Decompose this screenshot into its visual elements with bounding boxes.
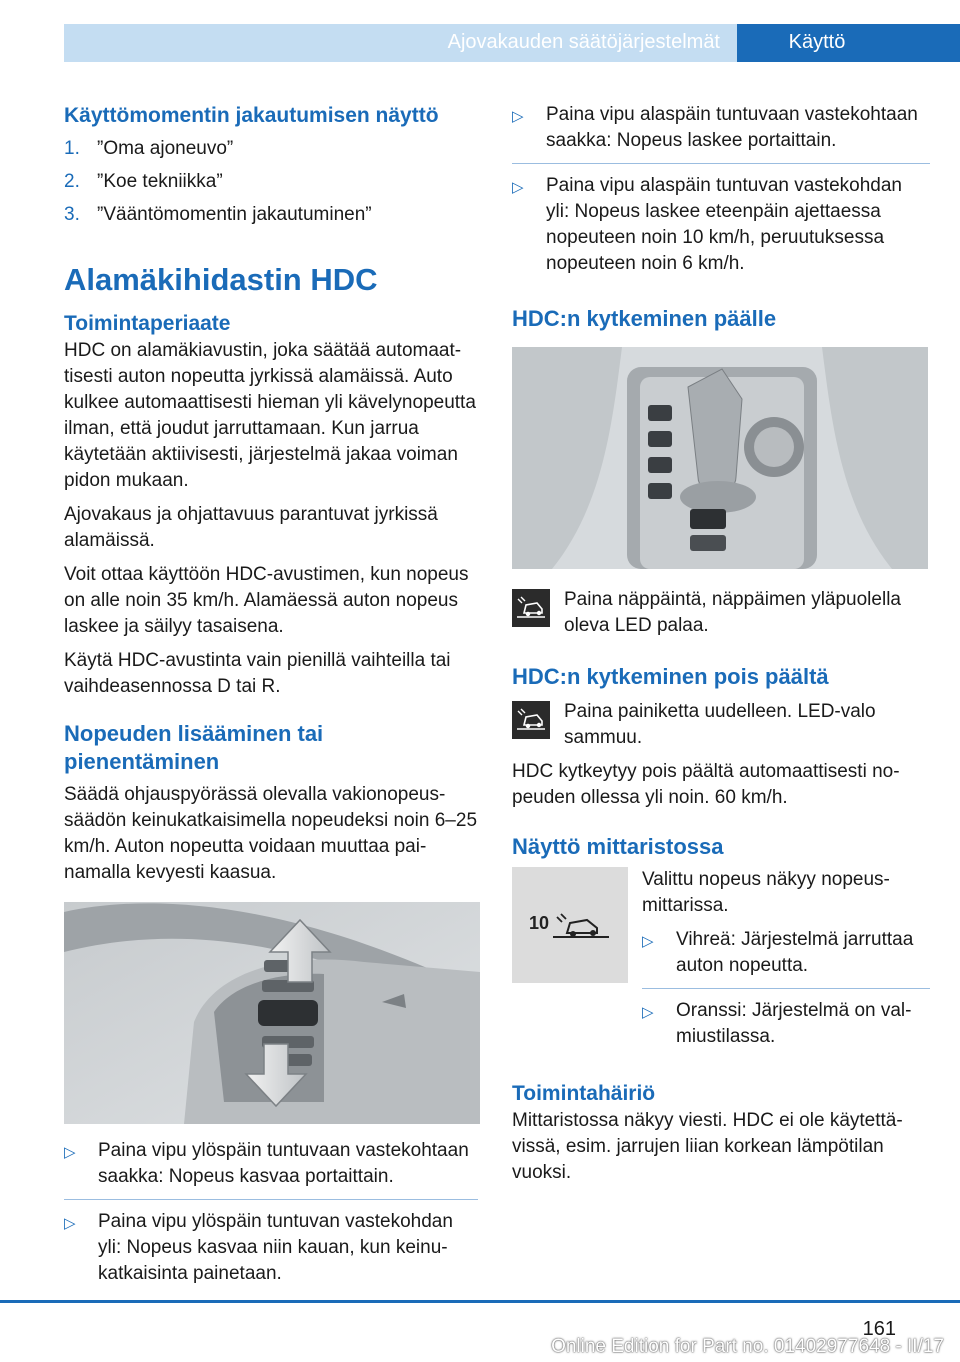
step-text: ”Vääntömomentin jakautuminen” (97, 204, 372, 225)
display-title: Näyttö mittaristossa (512, 834, 724, 859)
divider (512, 163, 930, 164)
list-item-text: Vihreä: Järjestelmä jarruttaa auton nopeutta. (676, 929, 914, 976)
divider (64, 1199, 478, 1200)
list-item (64, 136, 478, 162)
list-item (512, 102, 930, 154)
left-column (64, 102, 478, 1287)
list-item-text: Paina vipu alaspäin tuntuvan vastekohdan yli: Nopeus laskee eteenpäin ajettaessa nopeuteen noin 10 km/h, peruutuksessa nopeuteen noin 6 km/h. (546, 175, 902, 274)
page-number: 161 (862, 1318, 896, 1340)
hdc-off-text: Paina painiketta uudelleen. LED-valo sammuu. (564, 701, 876, 748)
list-item (512, 154, 930, 163)
list-item (64, 169, 478, 195)
triangle-bullet-icon: ▷ (642, 1004, 654, 1021)
steering-wheel-switch-drawing (64, 902, 480, 1124)
hdc-on-text: Paina näppäintä, näppäimen yläpuolella oleva LED palaa. (564, 589, 901, 636)
fault-title: Toimintahäiriö (512, 1082, 656, 1105)
step-number: 3. (64, 204, 80, 225)
display-block (512, 867, 930, 1050)
hdc-off-row (512, 699, 930, 751)
header-section-title: Ajovakauden säätöjärjestelmät (447, 31, 720, 53)
cluster-display-image (512, 867, 628, 983)
list-item-text: Paina vipu ylöspäin tuntuvan vastekohdan yli: Nopeus kasvaa niin kauan, kun keinukatkaisinta painetaan. (98, 1211, 453, 1284)
list-item-text: Paina vipu ylöspäin tuntuvaan vastekohtaan saakka: Nopeus kasvaa portaittain. (98, 1140, 469, 1187)
triangle-bullet-icon: ▷ (64, 1144, 76, 1161)
speed-up-list (64, 1138, 478, 1287)
fault-text: Mittaristossa näkyy viesti. HDC ei ole käytettävissä, esim. jarrujen liian korkean lämpötilan vuoksi. (512, 1110, 903, 1183)
list-item-text: Paina vipu alaspäin tuntuvaan vastekohtaan saakka: Nopeus laskee portaittain. (546, 104, 918, 151)
step-text: ”Koe tekniikka” (97, 171, 223, 192)
triangle-bullet-icon: ▷ (512, 108, 524, 125)
footer-edition: Online Edition for Part no. 01402977648 - II/17 (551, 1336, 944, 1357)
right-column (512, 102, 930, 1186)
speed-adjust-title: Nopeuden lisääminen tai pienentäminen (64, 721, 324, 774)
display-text: Valittu nopeus näkyy nopeusmittarissa. (642, 869, 890, 916)
principle-title: Toimintaperiaate (64, 312, 231, 335)
speed-down-list (512, 102, 930, 277)
list-item (64, 1190, 478, 1199)
step-number: 2. (64, 171, 80, 192)
display-color-list (642, 927, 930, 1050)
hdc-auto-off-text: HDC kytkeytyy pois päältä automaattisesti nopeuden ollessa yli noin. 60 km/h. (512, 761, 900, 808)
divider (642, 988, 930, 989)
step-number: 1. (64, 138, 80, 159)
principle-paragraph: HDC on alamäkiavustin, joka säätää automaattisesti auton nopeutta jyrkissä alamäissä. Auto kulkee automaattisesti hieman yli kävelynopeutta ilman, että joudut jarruttamaan. Kun jarrua käytetään aktiivisesti, järjestelmä jakaa voiman pidon mukaan. (64, 340, 476, 491)
hdc-on-title: HDC:n kytkeminen päälle (512, 306, 777, 331)
list-item (64, 202, 478, 228)
triangle-bullet-icon: ▷ (642, 933, 654, 950)
hdc-on-row (512, 587, 930, 639)
list-item-text: Oranssi: Järjestelmä on valmiustilassa. (676, 1000, 912, 1047)
center-console-drawing (512, 347, 928, 569)
torque-steps-list (64, 136, 478, 228)
list-item (512, 173, 930, 277)
page-title: Alamäkihidastin HDC (64, 262, 378, 297)
principle-paragraph: Voit ottaa käyttöön HDC-avustimen, kun nopeus on alle noin 35 km/h. Alamäessä auton nopeus laskee ja säilyy tasaisena. (64, 564, 469, 637)
principle-paragraph: Käytä HDC-avustinta vain pienillä vaihteilla tai vaihdeasennossa D tai R. (64, 650, 451, 697)
center-console-image (512, 347, 928, 569)
list-item (642, 998, 930, 1050)
hdc-button-icon (512, 589, 550, 627)
list-item (64, 1138, 478, 1190)
footer-bar (0, 1299, 960, 1305)
header-chapter-title: Käyttö (788, 31, 846, 53)
hdc-button-icon (512, 701, 550, 739)
step-text: ”Oma ajoneuvo” (97, 138, 234, 159)
list-item (642, 979, 930, 988)
triangle-bullet-icon: ▷ (512, 179, 524, 196)
list-item (64, 1209, 478, 1287)
hdc-off-title: HDC:n kytkeminen pois päältä (512, 664, 829, 689)
steering-wheel-switch-image (64, 902, 480, 1124)
speed-adjust-paragraph: Säädä ohjauspyörässä olevalla vakionopeussäädön keinukatkaisimella nopeudeksi noin 6–25 km/h. Auton nopeutta voidaan muuttaa painamalla kevyesti kaasua. (64, 784, 478, 883)
display-text-block (642, 867, 930, 1050)
list-item (642, 927, 930, 979)
hdc-speed-symbol (527, 905, 613, 945)
torque-display-title: Käyttömomentin jakautumisen näyttö (64, 104, 439, 127)
principle-paragraph: Ajovakaus ja ohjattavuus parantuvat jyrkissä alamäissä. (64, 504, 438, 551)
triangle-bullet-icon: ▷ (64, 1215, 76, 1232)
cluster-speed-value: 10 (529, 913, 550, 933)
